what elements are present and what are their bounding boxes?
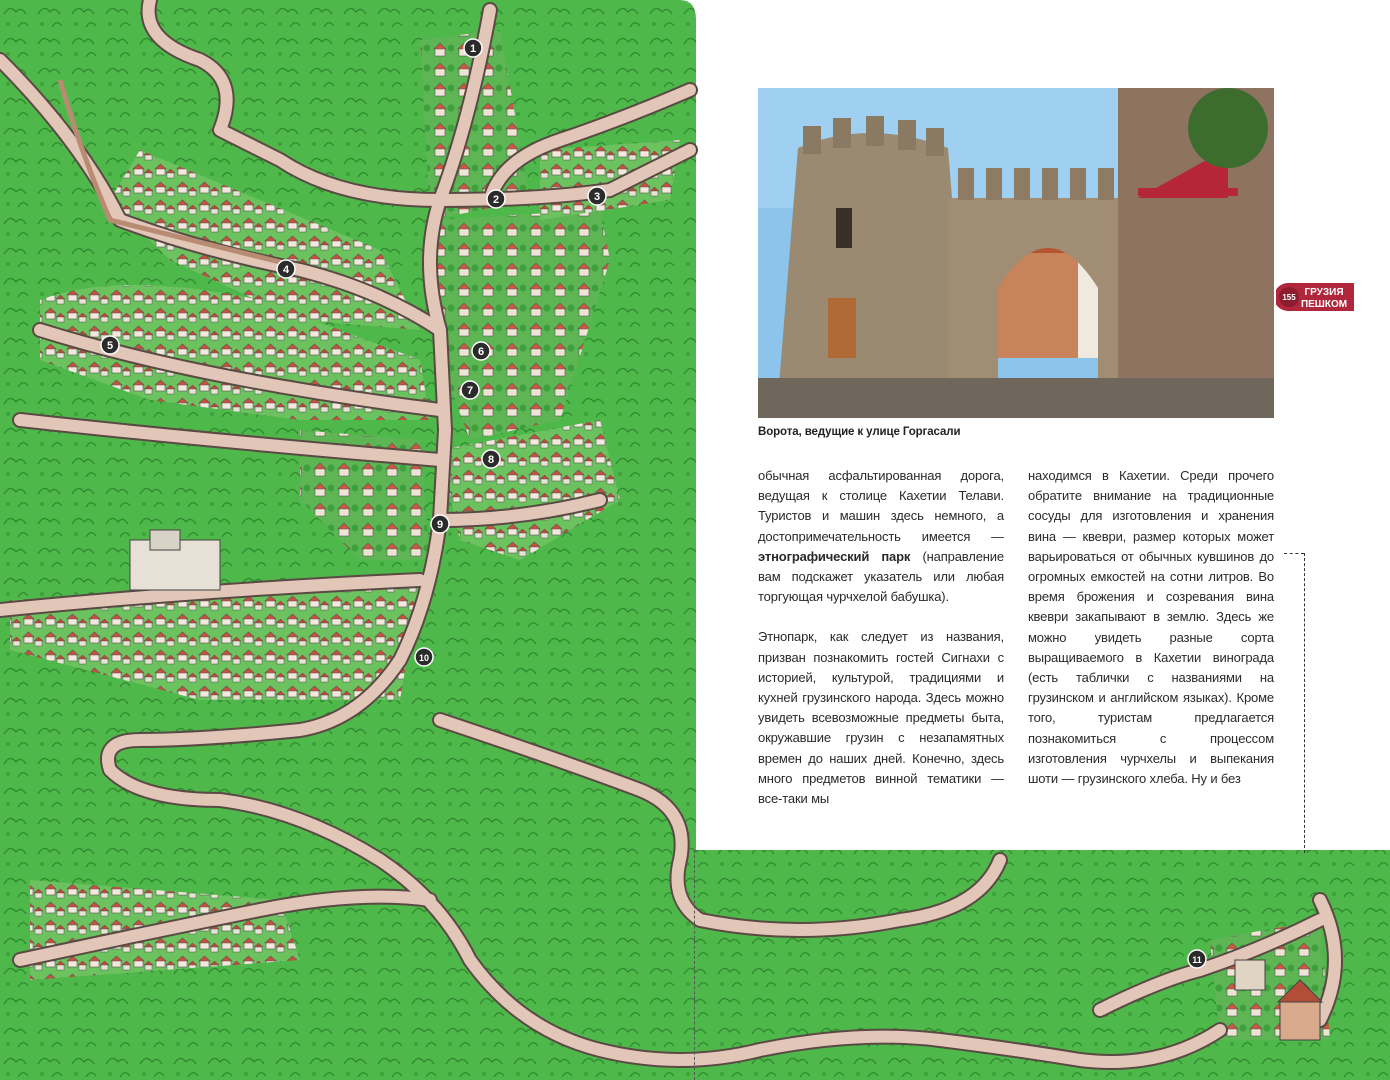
paragraph-text: (направление вам подскажет указатель или любая торгующая чурчхелой бабушка). [758,548,1004,605]
map-marker-label: 8 [487,454,495,466]
dashed-route-line [1284,553,1304,554]
map-marker-label: 9 [436,519,444,531]
map-marker-label: 10 [418,653,430,663]
article-paragraph: Этнопарк, как следует из названия, призван познакомить гостей Сигнахи с историей, культурой, традициями и кухней грузинского народа. Здесь можно увидеть всевозможные предметы быта, окружавшие грузин с незапамятных времен до наших дней. Конечно, здесь много предметов винной тематики — все-таки мы [758,629,1004,807]
map-marker-8[interactable] [482,450,500,468]
map-marker-label: 2 [492,194,500,206]
map-marker-1[interactable] [464,39,482,57]
map-marker-4[interactable] [277,260,295,278]
bold-term: этнографический парк [758,548,911,564]
map-marker-label: 4 [282,264,290,276]
article-paragraph: находимся в Кахетии. Среди прочего обратите внимание на традиционные сосуды для изготовления и хранения вина — квеври, размер которых может варьироваться от обычных кувшинов до огромных емкостей на сотни литров. Во время брожения и созревания вина квеври закапывают в землю. Здесь же можно увидеть разные сорта выращиваемого в Кахетии винограда (есть таблички с названиями на грузинском и английском языках). Кроме того, туристам предлагается познакомиться с процессом изготовления чурчхелы и выпекания шоти — грузинского хлеба. Ну и без [1028,468,1274,787]
map-marker-6[interactable] [472,342,490,360]
map-marker-label: 11 [1192,955,1202,965]
map-marker-label: 5 [106,340,114,352]
map-marker-5[interactable] [101,336,119,354]
page-number: 155 [1282,293,1296,302]
map-marker-10[interactable] [415,648,433,666]
page-gutter-line [694,850,695,1080]
badge-title-line2: ПЕШКОМ [1300,299,1348,310]
badge-title-line1: ГРУЗИЯ [1304,287,1344,298]
paragraph-text: обычная асфальтированная дорога, ведущая к столице Кахетии Телави. Туристов и машин здесь немного, а достопримечательность имеется — [758,468,1004,544]
map-marker-label: 6 [477,346,485,358]
map-marker-label: 7 [466,385,474,397]
article-paragraph [758,466,1004,607]
map-marker-7[interactable] [461,381,479,399]
map-marker-2[interactable] [487,190,505,208]
gate-photo [758,88,1274,418]
dashed-route-line [1304,553,1305,853]
map-marker-3[interactable] [588,187,606,205]
map-marker-9[interactable] [431,515,449,533]
book-title-badge [1276,283,1354,311]
article-column-right [1028,466,1274,789]
article-column-left [758,466,1004,809]
map-marker-label: 3 [593,191,601,203]
photo-caption: Ворота, ведущие к улице Горгасали [758,426,961,438]
map-marker-11[interactable] [1188,950,1206,968]
map-marker-label: 1 [469,43,477,55]
